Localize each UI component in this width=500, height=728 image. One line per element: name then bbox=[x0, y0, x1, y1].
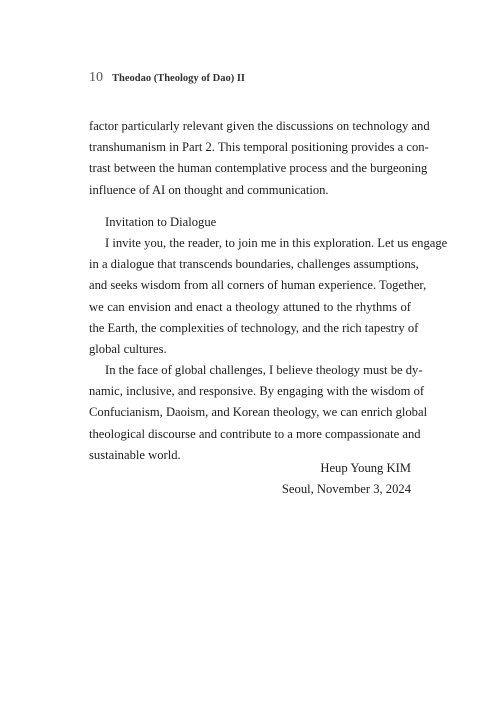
paragraph-invite bbox=[89, 233, 448, 360]
text-line: and seeks wisdom from all corners of human experience. Together, bbox=[89, 278, 427, 293]
text-line: in a dialogue that transcends boundaries, challenges assumptions, bbox=[89, 257, 419, 272]
text-line: In the face of global challenges, I believe theology must be dy- bbox=[105, 363, 423, 377]
text-line: influence of AI on thought and communication. bbox=[89, 182, 329, 197]
paragraph-continued bbox=[89, 116, 430, 201]
text-line: namic, inclusive, and responsive. By engaging with the wisdom of bbox=[89, 384, 425, 399]
text-line: theological discourse and contribute to a more compassionate and bbox=[89, 426, 421, 441]
place-date: Seoul, November 3, 2024 bbox=[281, 482, 411, 497]
text-line: sustainable world. bbox=[89, 447, 181, 462]
text-line: global cultures. bbox=[89, 342, 167, 357]
text-line: the Earth, the complexities of technology, and the rich tapestry of bbox=[89, 320, 419, 335]
running-header bbox=[89, 69, 245, 87]
text-line: factor particularly relevant given the discussions on technology and bbox=[89, 119, 430, 133]
page-number: 10 bbox=[89, 70, 103, 85]
text-line: transhumanism in Part 2. This temporal positioning provides a con- bbox=[89, 140, 429, 155]
text-line: we can envision and enact a theology attuned to the rhythms of bbox=[89, 299, 411, 314]
paragraph-final bbox=[89, 360, 428, 466]
text-line: trast between the human contemplative process and the burgeoning bbox=[89, 161, 428, 176]
author-name: Heup Young KIM bbox=[320, 461, 411, 475]
running-title: Theodao (Theology of Dao) II bbox=[112, 73, 246, 84]
text-line: I invite you, the reader, to join me in this exploration. Let us engage bbox=[105, 236, 448, 250]
section-heading: Invitation to Dialogue bbox=[105, 215, 217, 229]
signature-block bbox=[282, 458, 411, 500]
text-line: Confucianism, Daoism, and Korean theology, we can enrich global bbox=[89, 405, 428, 420]
